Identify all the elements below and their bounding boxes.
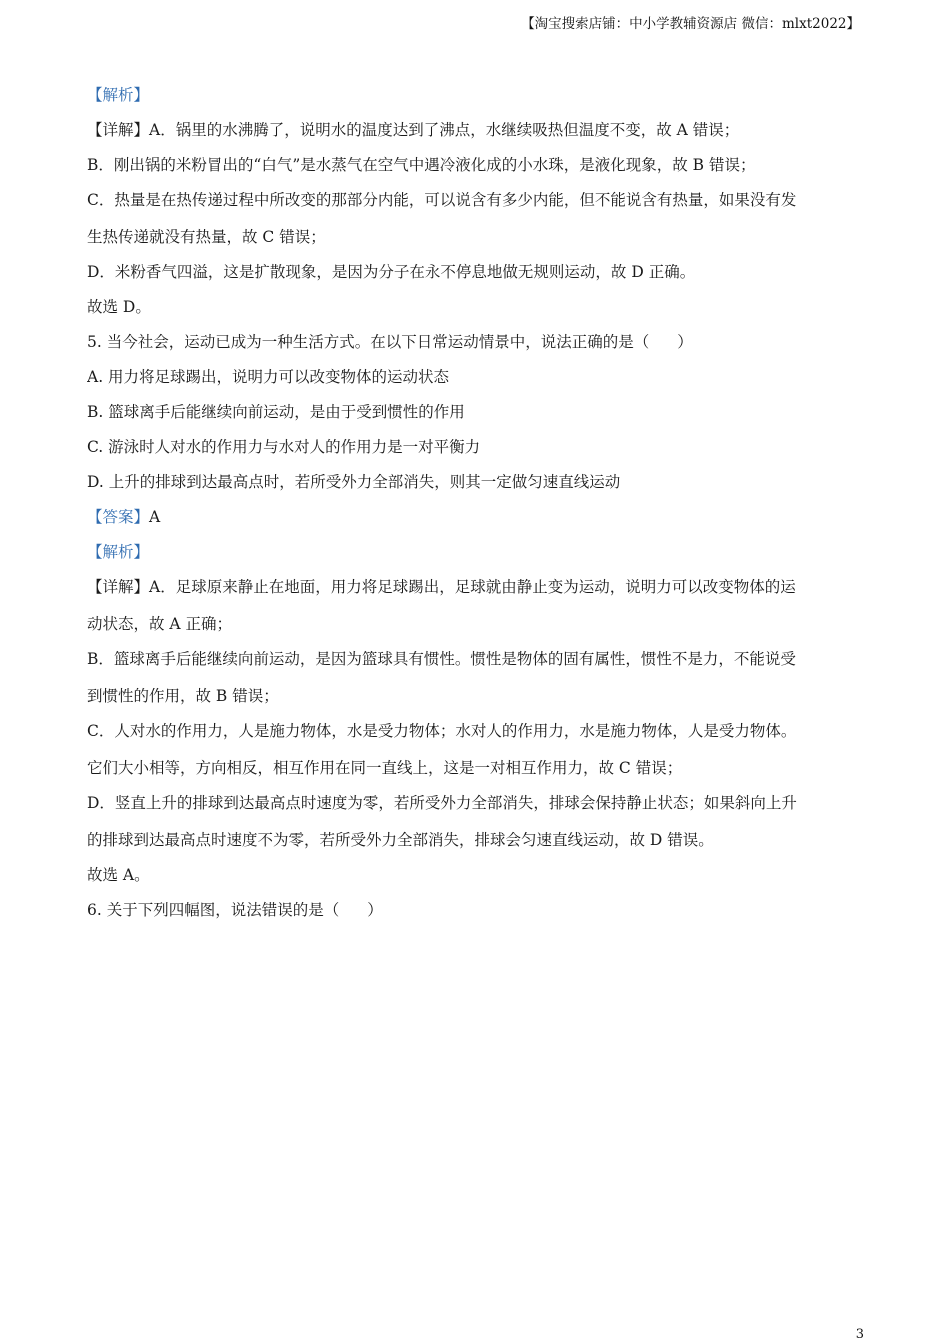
q5-detail-b: B．篮球离手后能继续向前运动，是因为篮球具有惯性。惯性是物体的固有属性，惯性不是力，不能说受 <box>87 650 796 668</box>
detail-tag: 【详解】 <box>87 578 150 596</box>
q4-detail-c: C．热量是在热传递过程中所改变的那部分内能，可以说含有多少内能，但不能说含有热量，如果没有发 <box>87 191 797 209</box>
page-header: 【淘宝搜索店铺：中小学教辅资源店 微信：mlxt2022】 <box>521 16 860 32</box>
detail-tag: 【详解】 <box>87 121 150 139</box>
q5-detail-a: 【详解】A．足球原来静止在地面，用力将足球踢出，足球就由静止变为运动，说明力可以改变物体的运 <box>87 578 796 596</box>
document-body <box>87 78 862 928</box>
q5-option-c: C. 游泳时人对水的作用力与水对人的作用力是一对平衡力 <box>87 438 481 456</box>
q5-detail-b-cont: 到惯性的作用，故 B 错误； <box>87 687 279 705</box>
q4-detail-c-cont: 生热传递就没有热量，故 C 错误； <box>87 228 326 246</box>
q5-detail-d-cont: 的排球到达最高点时速度不为零，若所受外力全部消失，排球会匀速直线运动，故 D 错误。 <box>87 831 714 849</box>
q5-option-a: A. 用力将足球踢出，说明力可以改变物体的运动状态 <box>87 368 450 386</box>
q4-conclusion: 故选 D。 <box>87 298 151 316</box>
q5-stem: 5. 当今社会，运动已成为一种生活方式。在以下日常运动情景中，说法正确的是（ ） <box>87 333 693 351</box>
emphasis-word: 错误 <box>261 901 293 919</box>
q5-option-b: B. 篮球离手后能继续向前运动，是由于受到惯性的作用 <box>87 403 465 421</box>
q5-detail-c-cont: 它们大小相等，方向相反，相互作用在同一直线上，这是一对相互作用力，故 C 错误； <box>87 759 683 777</box>
q6-stem: 6. 关于下列四幅图，说法错误的是（ ） <box>87 901 383 919</box>
q4-detail-b: B．刚出锅的米粉冒出的“白气”是水蒸气在空气中遇冷液化成的小水珠，是液化现象，故 B 错误； <box>87 156 756 174</box>
q5-detail-a-cont: 动状态，故 A 正确； <box>87 615 233 633</box>
q5-detail-d: D．竖直上升的排球到达最高点时速度为零，若所受外力全部消失，排球会保持静止状态；如果斜向上升 <box>87 794 797 812</box>
q5-conclusion: 故选 A。 <box>87 866 150 884</box>
q5-answer: 【答案】A <box>87 508 161 526</box>
q5-option-d: D. 上升的排球到达最高点时，若所受外力全部消失，则其一定做匀速直线运动 <box>87 473 621 491</box>
q5-analysis-tag: 【解析】 <box>87 543 150 561</box>
q4-analysis-tag: 【解析】 <box>87 86 150 104</box>
q5-detail-c: C．人对水的作用力，人是施力物体，水是受力物体；水对人的作用力，水是施力物体，人是受力物体。 <box>87 722 797 740</box>
q4-detail-d: D．米粉香气四溢，这是扩散现象，是因为分子在永不停息地做无规则运动，故 D 正确。 <box>87 263 696 281</box>
page-number: 3 <box>855 1327 864 1342</box>
q4-detail-a: 【详解】A．锅里的水沸腾了，说明水的温度达到了沸点，水继续吸热但温度不变，故 A 错误； <box>87 121 740 139</box>
